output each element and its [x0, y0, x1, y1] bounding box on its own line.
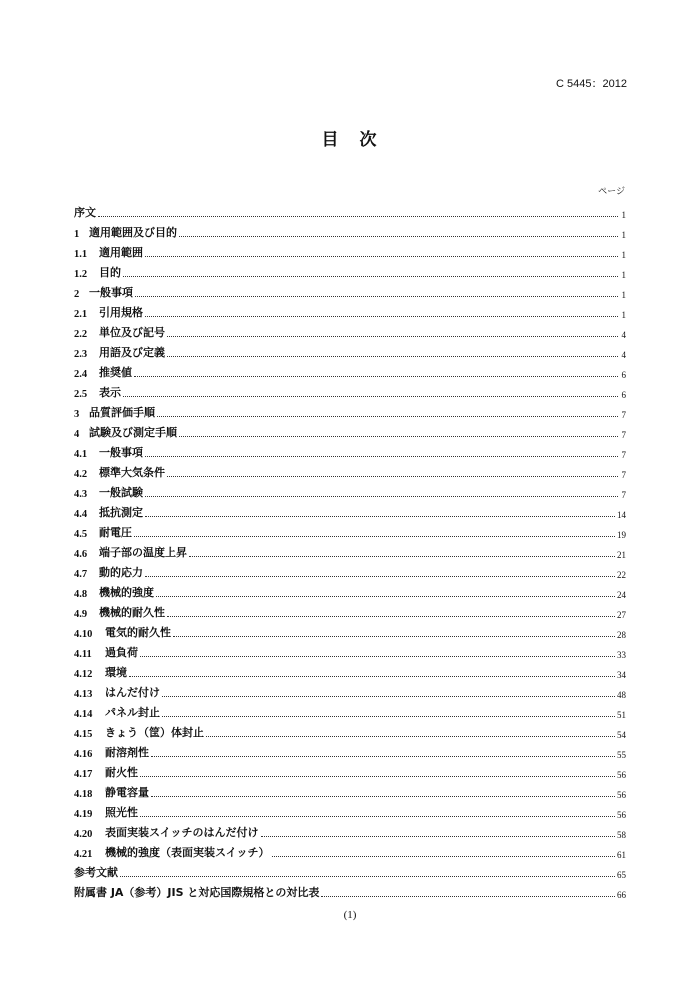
toc-entry-number: 2.2: [74, 329, 88, 340]
toc-leader-dots: [206, 736, 615, 737]
toc-entry[interactable]: [74, 300, 626, 320]
toc-entry-number: 4.12: [74, 669, 93, 680]
toc-entry[interactable]: [74, 860, 626, 880]
toc-leader-dots: [145, 576, 615, 577]
toc-entry[interactable]: [74, 720, 626, 740]
toc-entry-page: 24: [617, 590, 626, 600]
toc-leader-dots: [145, 256, 618, 257]
toc-entry-label: はんだ付け: [105, 686, 160, 699]
toc-entry-label: 機械的耐久性: [99, 606, 165, 619]
toc-entry-label: 耐溶剤性: [105, 746, 149, 759]
toc-entry-number: 4.10: [74, 629, 93, 640]
toc-entry-number: 2: [74, 289, 80, 300]
toc-leader-dots: [261, 836, 615, 837]
page-column-label: ページ: [598, 187, 625, 197]
toc-entry[interactable]: [74, 360, 626, 380]
toc-entry-label: 過負荷: [105, 646, 138, 659]
toc-entry-number: 4.19: [74, 809, 93, 820]
toc-entry-number: 2.3: [74, 349, 88, 360]
toc-entry-label: 耐電圧: [99, 526, 132, 539]
toc-entry[interactable]: [74, 260, 626, 280]
toc-entry-page: 6: [621, 390, 626, 400]
toc-entry-number: 4.3: [74, 489, 88, 500]
toc-leader-dots: [167, 336, 618, 337]
toc-entry-number: 4.11: [74, 649, 92, 660]
toc-entry-page: 66: [617, 890, 626, 900]
toc-leader-dots: [167, 356, 618, 357]
toc-entry-label: 動的応力: [99, 566, 143, 579]
toc-entry-page: 6: [621, 370, 626, 380]
toc-entry-label: 静電容量: [105, 786, 149, 799]
toc-entry[interactable]: [74, 640, 626, 660]
toc-entry-number: 1.2: [74, 269, 88, 280]
toc-leader-dots: [98, 216, 618, 217]
toc-entry-label: 適用範囲及び目的: [89, 226, 177, 239]
toc-entry-label: 一般事項: [99, 446, 143, 459]
toc-entry-label: 標準大気条件: [99, 466, 165, 479]
toc-entry[interactable]: [74, 220, 626, 240]
toc-entry-label: 適用範囲: [99, 246, 143, 259]
toc-entry-number: 2.4: [74, 369, 88, 380]
toc-entry[interactable]: [74, 620, 626, 640]
toc-entry-number: 4.15: [74, 729, 93, 740]
toc-entry[interactable]: [74, 840, 626, 860]
toc-leader-dots: [145, 496, 618, 497]
toc-entry[interactable]: [74, 460, 626, 480]
toc-leader-dots: [162, 696, 615, 697]
toc-entry-page: 7: [621, 470, 626, 480]
toc-entry-page: 28: [617, 630, 626, 640]
toc-entry-page: 1: [621, 310, 626, 320]
toc-entry-page: 58: [617, 830, 626, 840]
toc-entry-page: 19: [617, 530, 626, 540]
toc-entry-number: 3: [74, 409, 80, 420]
toc-entry-number: 4.8: [74, 589, 88, 600]
toc-entry-number: 4.9: [74, 609, 88, 620]
page-folio: (1): [343, 909, 357, 921]
toc-leader-dots: [134, 536, 615, 537]
toc-leader-dots: [167, 476, 618, 477]
standard-number: C 5445：2012: [556, 78, 627, 90]
toc-entry[interactable]: [74, 340, 626, 360]
toc-entry-label: 用語及び定義: [99, 346, 165, 359]
toc-entry-number: 4.16: [74, 749, 93, 760]
toc-entry-number: 1.1: [74, 249, 88, 260]
toc-entry-label: 参考文献: [74, 866, 118, 879]
toc-leader-dots: [135, 296, 618, 297]
toc-entry-page: 27: [617, 610, 626, 620]
toc-entry-number: 4.4: [74, 509, 88, 520]
toc-entry-label: 表示: [99, 386, 121, 399]
toc-leader-dots: [129, 676, 615, 677]
toc-entry-label: 機械的強度（表面実装スイッチ）: [105, 846, 270, 859]
toc-leader-dots: [179, 436, 618, 437]
toc-entry-number: 4.5: [74, 529, 88, 540]
toc-entry-page: 4: [621, 330, 626, 340]
toc-entry-number: 4.13: [74, 689, 93, 700]
toc-entry[interactable]: [74, 780, 626, 800]
toc-entry-page: 14: [617, 510, 626, 520]
toc-entry-page: 55: [617, 750, 626, 760]
toc-entry[interactable]: [74, 600, 626, 620]
toc-entry-number: 4.1: [74, 449, 88, 460]
toc-entry-page: 56: [617, 770, 626, 780]
toc-entry-number: 4.17: [74, 769, 93, 780]
toc-entry-page: 7: [621, 450, 626, 460]
toc-entry[interactable]: [74, 440, 626, 460]
toc-entry-page: 1: [621, 250, 626, 260]
toc-entry[interactable]: [74, 400, 626, 420]
toc-leader-dots: [123, 396, 618, 397]
toc-entry[interactable]: [74, 200, 626, 220]
toc-entry-label: 序文: [74, 206, 96, 219]
toc-entry-page: 34: [617, 670, 626, 680]
toc-entry[interactable]: [74, 280, 626, 300]
toc-entry-number: 2.1: [74, 309, 88, 320]
toc-leader-dots: [189, 556, 615, 557]
toc-entry-page: 7: [621, 410, 626, 420]
toc-entry-number: 4: [74, 429, 80, 440]
toc-entry-page: 21: [617, 550, 626, 560]
toc-leader-dots: [167, 616, 615, 617]
toc-entry[interactable]: [74, 480, 626, 500]
toc-entry[interactable]: [74, 760, 626, 780]
toc-entry-label: 試験及び測定手順: [89, 426, 177, 439]
toc-entry-label: 附属書 JA（参考）JIS と対応国際規格との対比表: [74, 886, 320, 899]
toc-entry-page: 56: [617, 790, 626, 800]
toc-leader-dots: [162, 716, 615, 717]
toc-entry-number: 4.7: [74, 569, 88, 580]
toc-entry-page: 61: [617, 850, 626, 860]
toc-entry-label: 引用規格: [99, 306, 143, 319]
table-of-contents: [74, 200, 626, 900]
toc-leader-dots: [145, 316, 618, 317]
toc-entry-page: 56: [617, 810, 626, 820]
toc-entry-page: 1: [621, 210, 626, 220]
toc-entry[interactable]: [74, 820, 626, 840]
toc-entry-label: 表面実装スイッチのはんだ付け: [105, 826, 259, 839]
toc-entry[interactable]: [74, 580, 626, 600]
toc-entry-label: きょう（筐）体封止: [105, 726, 204, 739]
toc-entry-label: 目的: [99, 266, 121, 279]
toc-entry[interactable]: [74, 700, 626, 720]
toc-entry[interactable]: [74, 500, 626, 520]
toc-leader-dots: [157, 416, 618, 417]
toc-entry-number: 1: [74, 229, 80, 240]
toc-entry-page: 7: [621, 490, 626, 500]
toc-leader-dots: [120, 876, 615, 877]
toc-leader-dots: [134, 376, 618, 377]
toc-leader-dots: [321, 896, 615, 897]
toc-entry-label: 推奨値: [99, 366, 132, 379]
toc-entry-label: 端子部の温度上昇: [99, 546, 187, 559]
toc-entry-page: 1: [621, 270, 626, 280]
toc-entry-label: 機械的強度: [99, 586, 154, 599]
toc-entry-number: 4.6: [74, 549, 88, 560]
toc-entry-label: 一般事項: [89, 286, 133, 299]
toc-leader-dots: [272, 856, 615, 857]
toc-entry-page: 4: [621, 350, 626, 360]
toc-entry[interactable]: [74, 740, 626, 760]
toc-entry-number: 4.2: [74, 469, 88, 480]
toc-leader-dots: [145, 456, 618, 457]
toc-entry-page: 22: [617, 570, 626, 580]
toc-entry-page: 65: [617, 870, 626, 880]
toc-entry[interactable]: [74, 520, 626, 540]
toc-entry-label: 耐火性: [105, 766, 138, 779]
toc-entry-page: 1: [621, 290, 626, 300]
toc-leader-dots: [145, 516, 615, 517]
toc-entry[interactable]: [74, 540, 626, 560]
toc-entry-number: 2.5: [74, 389, 88, 400]
toc-entry-number: 4.20: [74, 829, 93, 840]
toc-entry-label: 品質評価手順: [89, 406, 155, 419]
page-title: 目 次: [321, 130, 379, 150]
toc-entry[interactable]: [74, 660, 626, 680]
toc-leader-dots: [173, 636, 615, 637]
toc-entry[interactable]: [74, 680, 626, 700]
toc-entry-page: 1: [621, 230, 626, 240]
toc-entry-label: 抵抗測定: [99, 506, 143, 519]
toc-entry-label: 環境: [105, 666, 127, 679]
toc-entry[interactable]: [74, 560, 626, 580]
toc-entry-page: 54: [617, 730, 626, 740]
toc-entry-label: 電気的耐久性: [105, 626, 171, 639]
toc-entry[interactable]: [74, 320, 626, 340]
toc-entry-number: 4.21: [74, 849, 93, 860]
toc-leader-dots: [179, 236, 618, 237]
toc-entry[interactable]: [74, 240, 626, 260]
toc-leader-dots: [140, 656, 615, 657]
toc-entry-number: 4.14: [74, 709, 93, 720]
toc-entry[interactable]: [74, 380, 626, 400]
toc-entry-page: 48: [617, 690, 626, 700]
toc-entry-label: 一般試験: [99, 486, 143, 499]
toc-entry-label: 単位及び記号: [99, 326, 165, 339]
toc-entry[interactable]: [74, 800, 626, 820]
toc-leader-dots: [140, 776, 615, 777]
toc-entry-page: 33: [617, 650, 626, 660]
toc-entry-label: パネル封止: [105, 706, 160, 719]
toc-leader-dots: [151, 796, 615, 797]
toc-entry-page: 7: [621, 430, 626, 440]
toc-entry[interactable]: [74, 880, 626, 900]
toc-entry-number: 4.18: [74, 789, 93, 800]
toc-leader-dots: [123, 276, 618, 277]
toc-entry-label: 照光性: [105, 806, 138, 819]
toc-entry-page: 51: [617, 710, 626, 720]
toc-leader-dots: [140, 816, 615, 817]
toc-entry[interactable]: [74, 420, 626, 440]
toc-leader-dots: [151, 756, 615, 757]
toc-leader-dots: [156, 596, 615, 597]
